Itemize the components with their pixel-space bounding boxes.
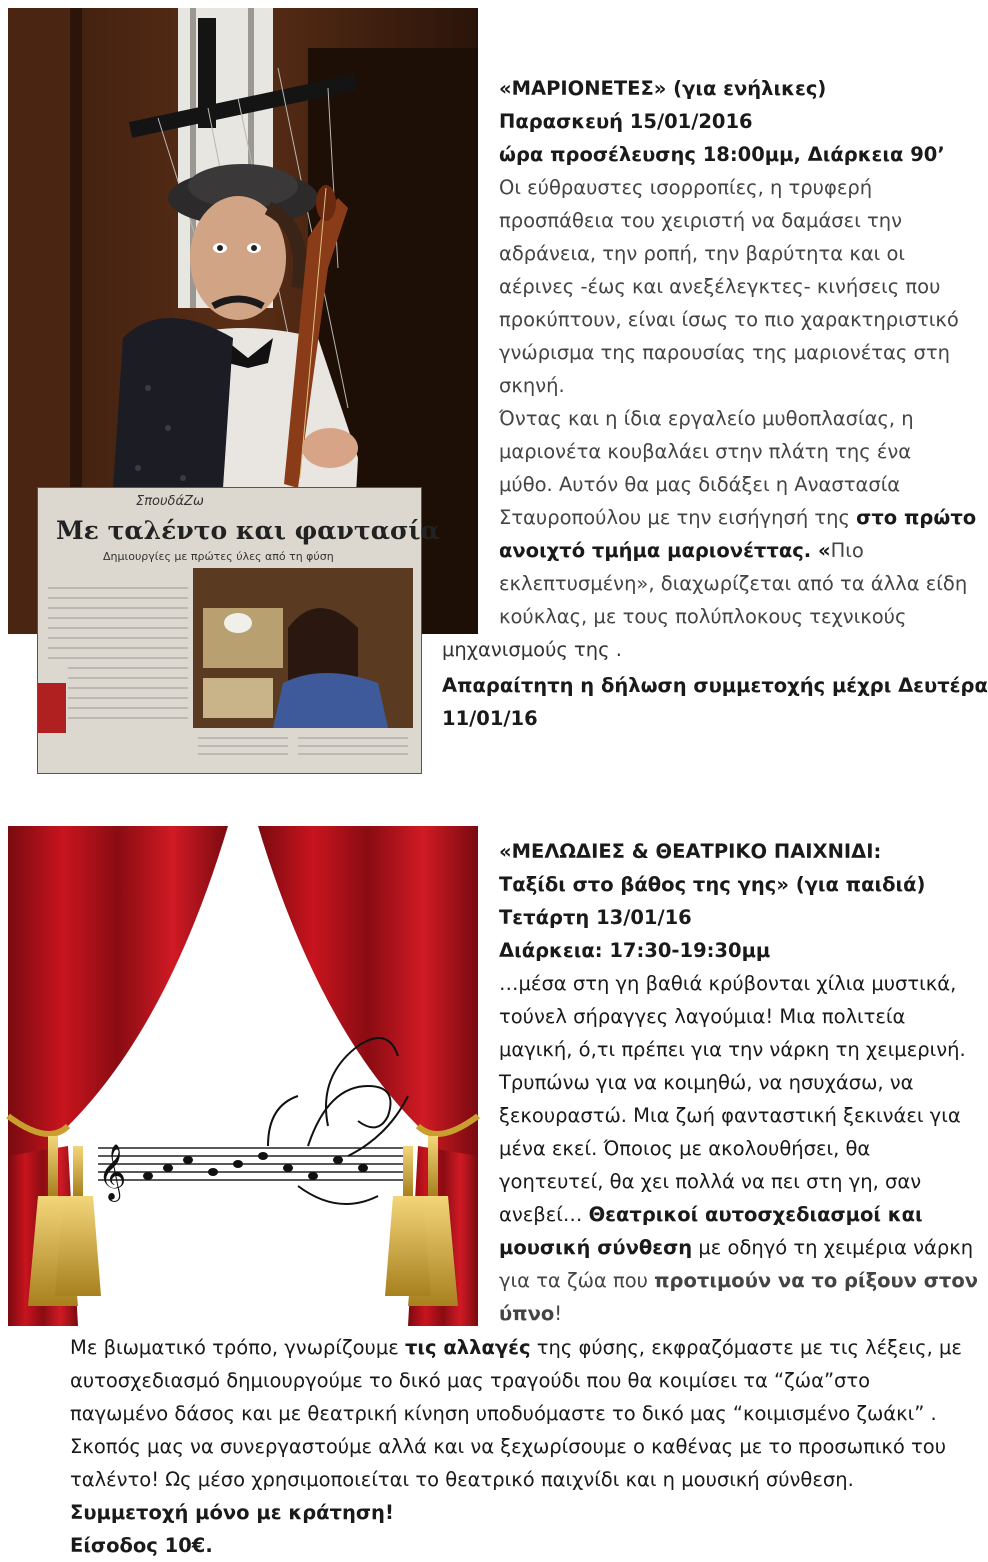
text-run: εκλεπτυσμένη», διαχωρίζεται από τα άλλα είδη: [499, 572, 968, 595]
entry-fee: Είσοδος 10€.: [70, 1534, 213, 1557]
text-line: [499, 901, 692, 934]
newspaper-clipping-photo: [38, 488, 440, 773]
text-line: [499, 868, 925, 901]
text-run: Παρασκευή 15/01/2016: [499, 110, 753, 133]
text-line: [499, 171, 872, 204]
text-line: [70, 1463, 854, 1496]
text-line: [499, 1264, 978, 1297]
text-line: [499, 501, 976, 534]
text-run: Σκοπός μας να συνεργαστούμε αλλά και να ξεχωρίσουμε ο καθένας με το προσωπικό του: [70, 1435, 946, 1458]
text-line: [499, 1066, 914, 1099]
newspaper-subhead: Δημιουργίες με πρώτες ύλες από τη φύση: [103, 550, 334, 563]
text-run: «ΜΕΛΩΔΙΕΣ & ΘΕΑΤΡΙΚΟ ΠΑΙΧΝΙΔΙ:: [499, 840, 882, 863]
text-line: [499, 967, 956, 1000]
text-line: [499, 534, 864, 567]
text-line: [499, 1231, 973, 1264]
text-run: Ταξίδι στο βάθος της γης» (για παιδιά): [499, 873, 926, 896]
text-run: Οι εύθραυστες ισορροπίες, η τρυφερή: [499, 176, 873, 199]
booking-note: Συμμετοχή μόνο με κράτηση!: [70, 1501, 394, 1524]
text-run: τούνελ σήραγγες λαγούμια! Μια πολιτεία: [499, 1005, 906, 1028]
text-run: μύθο. Αυτόν θα μας διδάξει η Αναστασία: [499, 473, 901, 496]
text-line: [499, 138, 945, 171]
text-run: ανεβεί…: [499, 1203, 589, 1226]
text-line: [499, 468, 900, 501]
text-run: Σταυροπούλου με την εισήγησή της: [499, 506, 857, 529]
text-run: «ΜΑΡΙΟΝΕΤΕΣ» (για ενήλικες): [499, 77, 827, 100]
text-line: [70, 1364, 870, 1397]
text-run: Τρυπώνω για να κοιμηθώ, να ησυχάσω, να: [499, 1071, 914, 1094]
text-run: κούκλας, με τους πολύπλοκους τεχνικούς: [499, 605, 907, 628]
text-run: !: [554, 1302, 563, 1325]
text-line: [499, 1033, 966, 1066]
text-run: προκύπτουν, είναι ίσως το πιο χαρακτηριστικό: [499, 308, 959, 331]
text-line: [499, 1099, 961, 1132]
text-run: μαγική, ό,τι πρέπει για την νάρκη τη χειμερινή.: [499, 1038, 966, 1061]
registration-line-2: 11/01/16: [442, 707, 538, 730]
text-run: της φύσης, εκφραζόμαστε με τις λέξεις, με: [530, 1336, 962, 1359]
text-line: [499, 435, 911, 468]
text-run: προσπάθεια του χειριστή να δαμάσει την: [499, 209, 902, 232]
text-run: …μέσα στη γη βαθιά κρύβονται χίλια μυστικά,: [499, 972, 957, 995]
text-run: στο πρώτο: [856, 506, 977, 529]
text-run: αυτοσχεδιασμό δημιουργούμε το δικό μας τραγούδι που θα κοιμίσει τα “ζώα”στο: [70, 1369, 871, 1392]
text-line: [499, 1198, 923, 1231]
text-run: Τετάρτη 13/01/16: [499, 906, 692, 929]
event1-description-tail: μηχανισμούς της .: [442, 638, 622, 661]
text-line: [499, 270, 940, 303]
text-run: Διάρκεια: 17:30-19:30μμ: [499, 939, 771, 962]
svg-text:𝄞: 𝄞: [98, 1144, 127, 1200]
text-line: [499, 1000, 905, 1033]
text-line: [499, 369, 565, 402]
text-run: για τα ζώα που: [499, 1269, 655, 1292]
text-run: Θεατρικοί αυτοσχεδιασμοί και: [588, 1203, 923, 1226]
text-line: [499, 934, 770, 967]
event2-booking-info: [70, 1496, 394, 1562]
newspaper-headline: Με ταλέντο και φαντασία: [56, 516, 440, 545]
text-run: Με βιωματικό τρόπο, γνωρίζουμε: [70, 1336, 405, 1359]
text-line: [499, 1297, 562, 1330]
text-run: αέρινες -έως και ανεξέλεγκτες- κινήσεις που: [499, 275, 941, 298]
text-run: σκηνή.: [499, 374, 565, 397]
newspaper-masthead: ΣπουδάΖω: [136, 494, 204, 509]
text-line: [70, 1331, 962, 1364]
text-run: με οδηγό τη χειμέρια νάρκη: [692, 1236, 974, 1259]
text-line: [499, 237, 905, 270]
text-line: [499, 303, 959, 336]
text-line: [499, 336, 950, 369]
text-run: ώρα προσέλευσης 18:00μμ, Διάρκεια 90’: [499, 143, 945, 166]
text-run: μένα εκεί. Όποιος με ακολουθήσει, θα: [499, 1137, 871, 1160]
stage-curtain-illustration: [8, 826, 478, 1326]
text-line: [499, 1165, 921, 1198]
text-line: [499, 402, 914, 435]
text-run: τις αλλαγές: [404, 1336, 531, 1359]
text-run: παγωμένο δάσος και με θεατρική κίνηση υποδυόμαστε το δικό μας “κοιμισμένο ζωάκι” .: [70, 1402, 937, 1425]
text-line: [499, 567, 967, 600]
text-run: Πιο: [830, 539, 864, 562]
text-run: προτιμούν να το ρίξουν στον: [654, 1269, 979, 1292]
text-run: μαριονέτα κουβαλάει στην πλάτη της ένα: [499, 440, 912, 463]
text-line: [499, 204, 902, 237]
text-run: ανοιχτό τμήμα μαριονέττας. «: [499, 539, 831, 562]
text-run: μουσική σύνθεση: [499, 1236, 693, 1259]
event1-registration-deadline: [442, 669, 988, 735]
text-run: Όντας και η ίδια εργαλείο μυθοπλασίας, η: [499, 407, 914, 430]
text-run: γνώρισμα της παρουσίας της μαριονέτας στη: [499, 341, 950, 364]
text-line: [499, 835, 881, 868]
text-run: αδράνεια, την ροπή, την βαρύτητα και οι: [499, 242, 906, 265]
text-line: [499, 72, 826, 105]
text-run: ύπνο: [499, 1302, 555, 1325]
text-line: [499, 105, 753, 138]
text-line: [70, 1430, 946, 1463]
curtain-and-music-staff: [8, 826, 478, 1326]
text-run: ξεκουραστώ. Μια ζωή φανταστική ξεκινάει για: [499, 1104, 961, 1127]
text-line: [70, 1397, 937, 1430]
registration-line-1: Απαραίτητη η δήλωση συμμετοχής μέχρι Δευτέρα: [442, 674, 988, 697]
text-line: [499, 600, 906, 633]
text-run: ταλέντο! Ως μέσο χρησιμοποιείται το θεατρικό παιχνίδι και η μουσική σύνθεση.: [70, 1468, 854, 1491]
text-run: γοητευτεί, θα χει πολλά να πει στη γη, σαν: [499, 1170, 922, 1193]
text-line: [499, 1132, 870, 1165]
